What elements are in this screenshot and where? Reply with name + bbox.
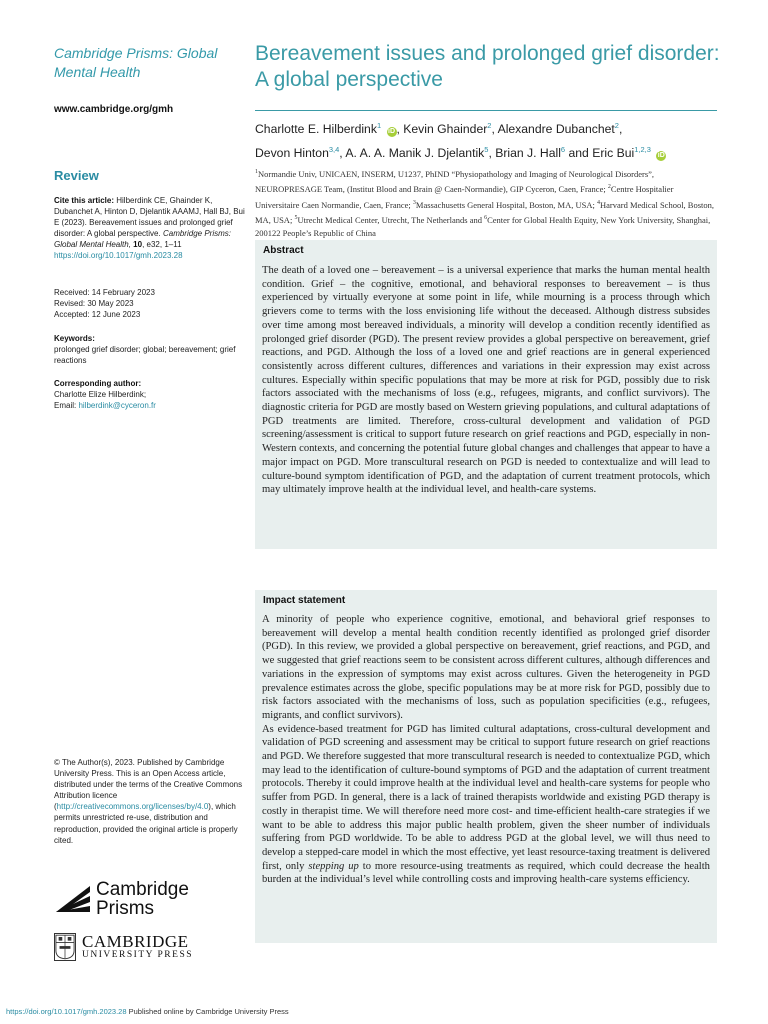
author-affil: 5 [484,144,489,154]
prisms-mark-icon [54,882,92,916]
impact-p2-emphasis: stepping up [308,860,359,872]
author-affil: 1 [376,121,382,130]
cambridge-university-press-logo [54,933,254,963]
author-name: Devon Hinton [255,145,329,160]
impact-p2-part-2: to more resource-using treatments as required, which could decrease the health burden at the individual’s level while controlling costs and improving health-care systems efficiency. [262,860,710,886]
cup-wordmark [82,933,193,961]
dates-block [54,287,246,320]
corresponding-block [54,378,246,411]
affil-marker: 1 [255,169,258,175]
affil-text: Center for Global Health Equity, New York University, Shanghai, 200122 People’s Republic of China [255,214,711,239]
cup-line2: UNIVERSITY PRESS [82,950,194,960]
impact-text [262,613,710,887]
author-affil: 3,4 [328,144,340,154]
keywords-label: Keywords: [54,334,95,343]
affil-text: Normandie Univ, UNICAEN, INSERM, U1237, PhIND “Physiopathology and Imaging of Neurological Disorders”, NEUROPRESAGE Team, (Institut Blood and Brain @ Caen-Normandie), GIP Cyceron, Caen, France; [255,168,655,195]
corresponding-label: Corresponding author: [54,379,142,388]
abstract-paragraph: The death of a loved one – bereavement – is a universal experience that marks the human mental health condition. Grief – the cognitive, emotional, and behavioral responses to bereavement – is thus experienced by virtually everyone at some point in life, while mourning is a process through which grievers come to terms with the loss envisioning life without the deceased. Although distress subsides over time among most bereaved individuals, a minority will develop a condition recently identified as prolonged grief disorder (PGD). The present review provides a global perspective on bereavement, grief reactions, and PGD. Although the loss of a loved one and grief reactions are in general experienced consistently across different cultures, differences and variations in their expression may exist across cultures. Especially within specific populations that may be more at risk for PGD, possibly due to risk factors associated with the mechanisms of loss (e.g., refugees, migrants, and conflict survivors). The diagnostic criteria for PGD are mostly based on Western grieving populations, and cultural adaptations of PGD treatments are limited. Therefore, cross-cultural development and validation of PGD screening/assessment is critical to support future research on grief reactions and PGD, especially in non-Western contexts, and concerning the potential future global changes and challenges that appear to have a major impact on PGD. More transcultural research on PGD is needed to contextualize and will lead to culture-bound symptom identification of PGD, and the adaptation of current treatment protocols, which may ultimately improve health at the individual level, and health-care systems. [262,265,710,496]
title-rule [255,110,717,111]
author-name: , Kevin Ghainder [396,122,488,137]
journal-website[interactable]: www.cambridge.org/gmh [54,104,174,115]
footer-doi-link[interactable]: https://doi.org/10.1017/gmh.2023.28 [6,1007,127,1016]
affiliations [255,166,717,241]
received-date: Received: 14 February 2023 [54,288,155,297]
author-affil: 1,2,3 [634,144,651,154]
affil-marker: 5 [294,214,298,221]
affil-marker: 4 [597,199,600,206]
author-name: , A. A. A. Manik J. Djelantik [339,145,485,160]
affil-marker: 6 [484,214,488,221]
abstract-text [262,264,710,497]
cite-pages: , e32, 1–11 [142,240,182,250]
journal-name: Cambridge Prisms: Global Mental Health [54,45,218,80]
prisms-wordmark [96,880,189,918]
authors [255,116,725,163]
article-title: Bereavement issues and prolonged grief disorder: A global perspective [255,42,720,91]
email-label: Email: [54,401,79,411]
copyright-text-1: © The Author(s), 2023. Published by Cambridge University Press. This is an Open Access article, distributed under the terms of the Creative Commons Attribution licence ( [54,758,243,812]
authors-line-2 [255,140,725,164]
author-name: , Brian J. Hall [488,145,561,160]
keywords: prolonged grief disorder; global; bereavement; grief reactions [54,345,236,366]
author-affil: 2 [487,121,492,130]
revised-date: Revised: 30 May 2023 [54,299,134,309]
crest-icon [54,933,76,961]
article-type: Review [54,168,99,183]
copyright-block [54,757,244,846]
cup-line1: CAMBRIDGE [82,932,189,951]
affil-text: Utrecht Medical Center, Utrecht, The Netherlands and [297,214,485,225]
cite-journal: Cambridge Prisms: Global Mental Health, [54,229,231,250]
cite-label: Cite this article: [54,196,115,205]
keywords-block [54,333,246,366]
prisms-line2: Prisms [96,898,155,919]
prisms-line1: Cambridge [96,879,189,900]
affil-marker: 2 [607,184,611,191]
author-name: , Alexandre Dubanchet [491,122,615,137]
author-name: and Eric Bui [565,145,635,160]
orcid-icon[interactable]: iD [657,151,665,159]
author-affil: 2 [614,121,619,130]
impact-heading: Impact statement [263,595,346,606]
citation-block [54,195,246,262]
orcid-icon[interactable]: iD [388,128,395,136]
copyright-text-2: ), which permits unrestricted re-use, distribution and reproduction, provided the original article is properly cited. [54,802,238,845]
impact-paragraph-1: A minority of people who experience cognitive, emotional, and behavioral grief responses to bereavement will develop a mental health condition recently identified as prolonged grief disorder (PGD). In this review, we provided a global perspective on bereavement, grief reactions, and PGD, and we suggested that grief reactions seem to be consistent across different cultures, although differences and variations in the expression of symptoms may exist across cultures. Given the heterogeneity in PGD prevalence estimates across the globe, specific populations may be at more risk for PGD, possibly due to risk factors associated with the mechanisms of loss, such as population specificities (e.g., refugees, migrants, and conflict survivors). [262,614,710,721]
email-link[interactable]: hilberdink@cyceron.fr [78,401,156,411]
impact-p2-part-1: As evidence-based treatment for PGD has limited cultural adaptations, cross-cultural development and validation of PGD screening and assessment may be critical to support future research on grief reactions and PGD. We therefore suggested that more transcultural research is needed to contextualize PGD, which may lead to the identification of culture-bound symptoms of PGD and the adaptation of current treatment protocols. Thereby it could improve health at the individual level and health-care systems for people who suffer from PGD. In general, there is a lack of trained therapists worldwide and existing PGD therapy is costly in therapist time. We will therefore need more cost- and time-efficient health-care strategies if we want to be able to address this major public health problem, given the sheer number of individuals suffering from PGD worldwide. To be able to address PGD at the global level, we will thus need to develop a stepped-care model in which the most effective, yet least resource-taxing treatment is delivered first, only [262,723,710,872]
affil-text: Centre Hospitalier Universitaire Caen Normandie, Caen, France; [255,184,674,210]
cite-text: Hilberdink CE, Ghainder K, Dubanchet A, Hinton D, Djelantik AAAMJ, Hall BJ, Bui E (2023). Bereavement issues and prolonged grief disorder: A global perspective. [54,196,245,239]
abstract-heading: Abstract [263,245,304,256]
author-affil: 6 [560,144,566,154]
accepted-date: Accepted: 12 June 2023 [54,310,141,320]
authors-line-1 [255,116,725,140]
abstract-box [255,240,717,549]
affil-text: Harvard Medical School, Boston, MA, USA; [255,199,715,225]
impact-paragraph-2 [262,723,710,887]
cambridge-prisms-logo [54,880,214,920]
impact-statement-box [255,590,717,943]
affil-marker: 3 [412,199,416,206]
author-name: Charlotte E. Hilberdink [255,122,377,137]
license-link[interactable]: http://creativecommons.org/licenses/by/4.0 [56,802,209,812]
footer [6,1007,289,1016]
author-separator: , [618,122,623,137]
footer-text: Published online by Cambridge University Press [126,1007,289,1016]
affil-text: Massachusetts General Hospital, Boston, MA, USA; [415,199,597,210]
cite-volume: 10 [133,240,143,250]
doi-link[interactable]: https://doi.org/10.1017/gmh.2023.28 [54,251,183,261]
corresponding-name: Charlotte Elize Hilberdink; [54,390,147,400]
